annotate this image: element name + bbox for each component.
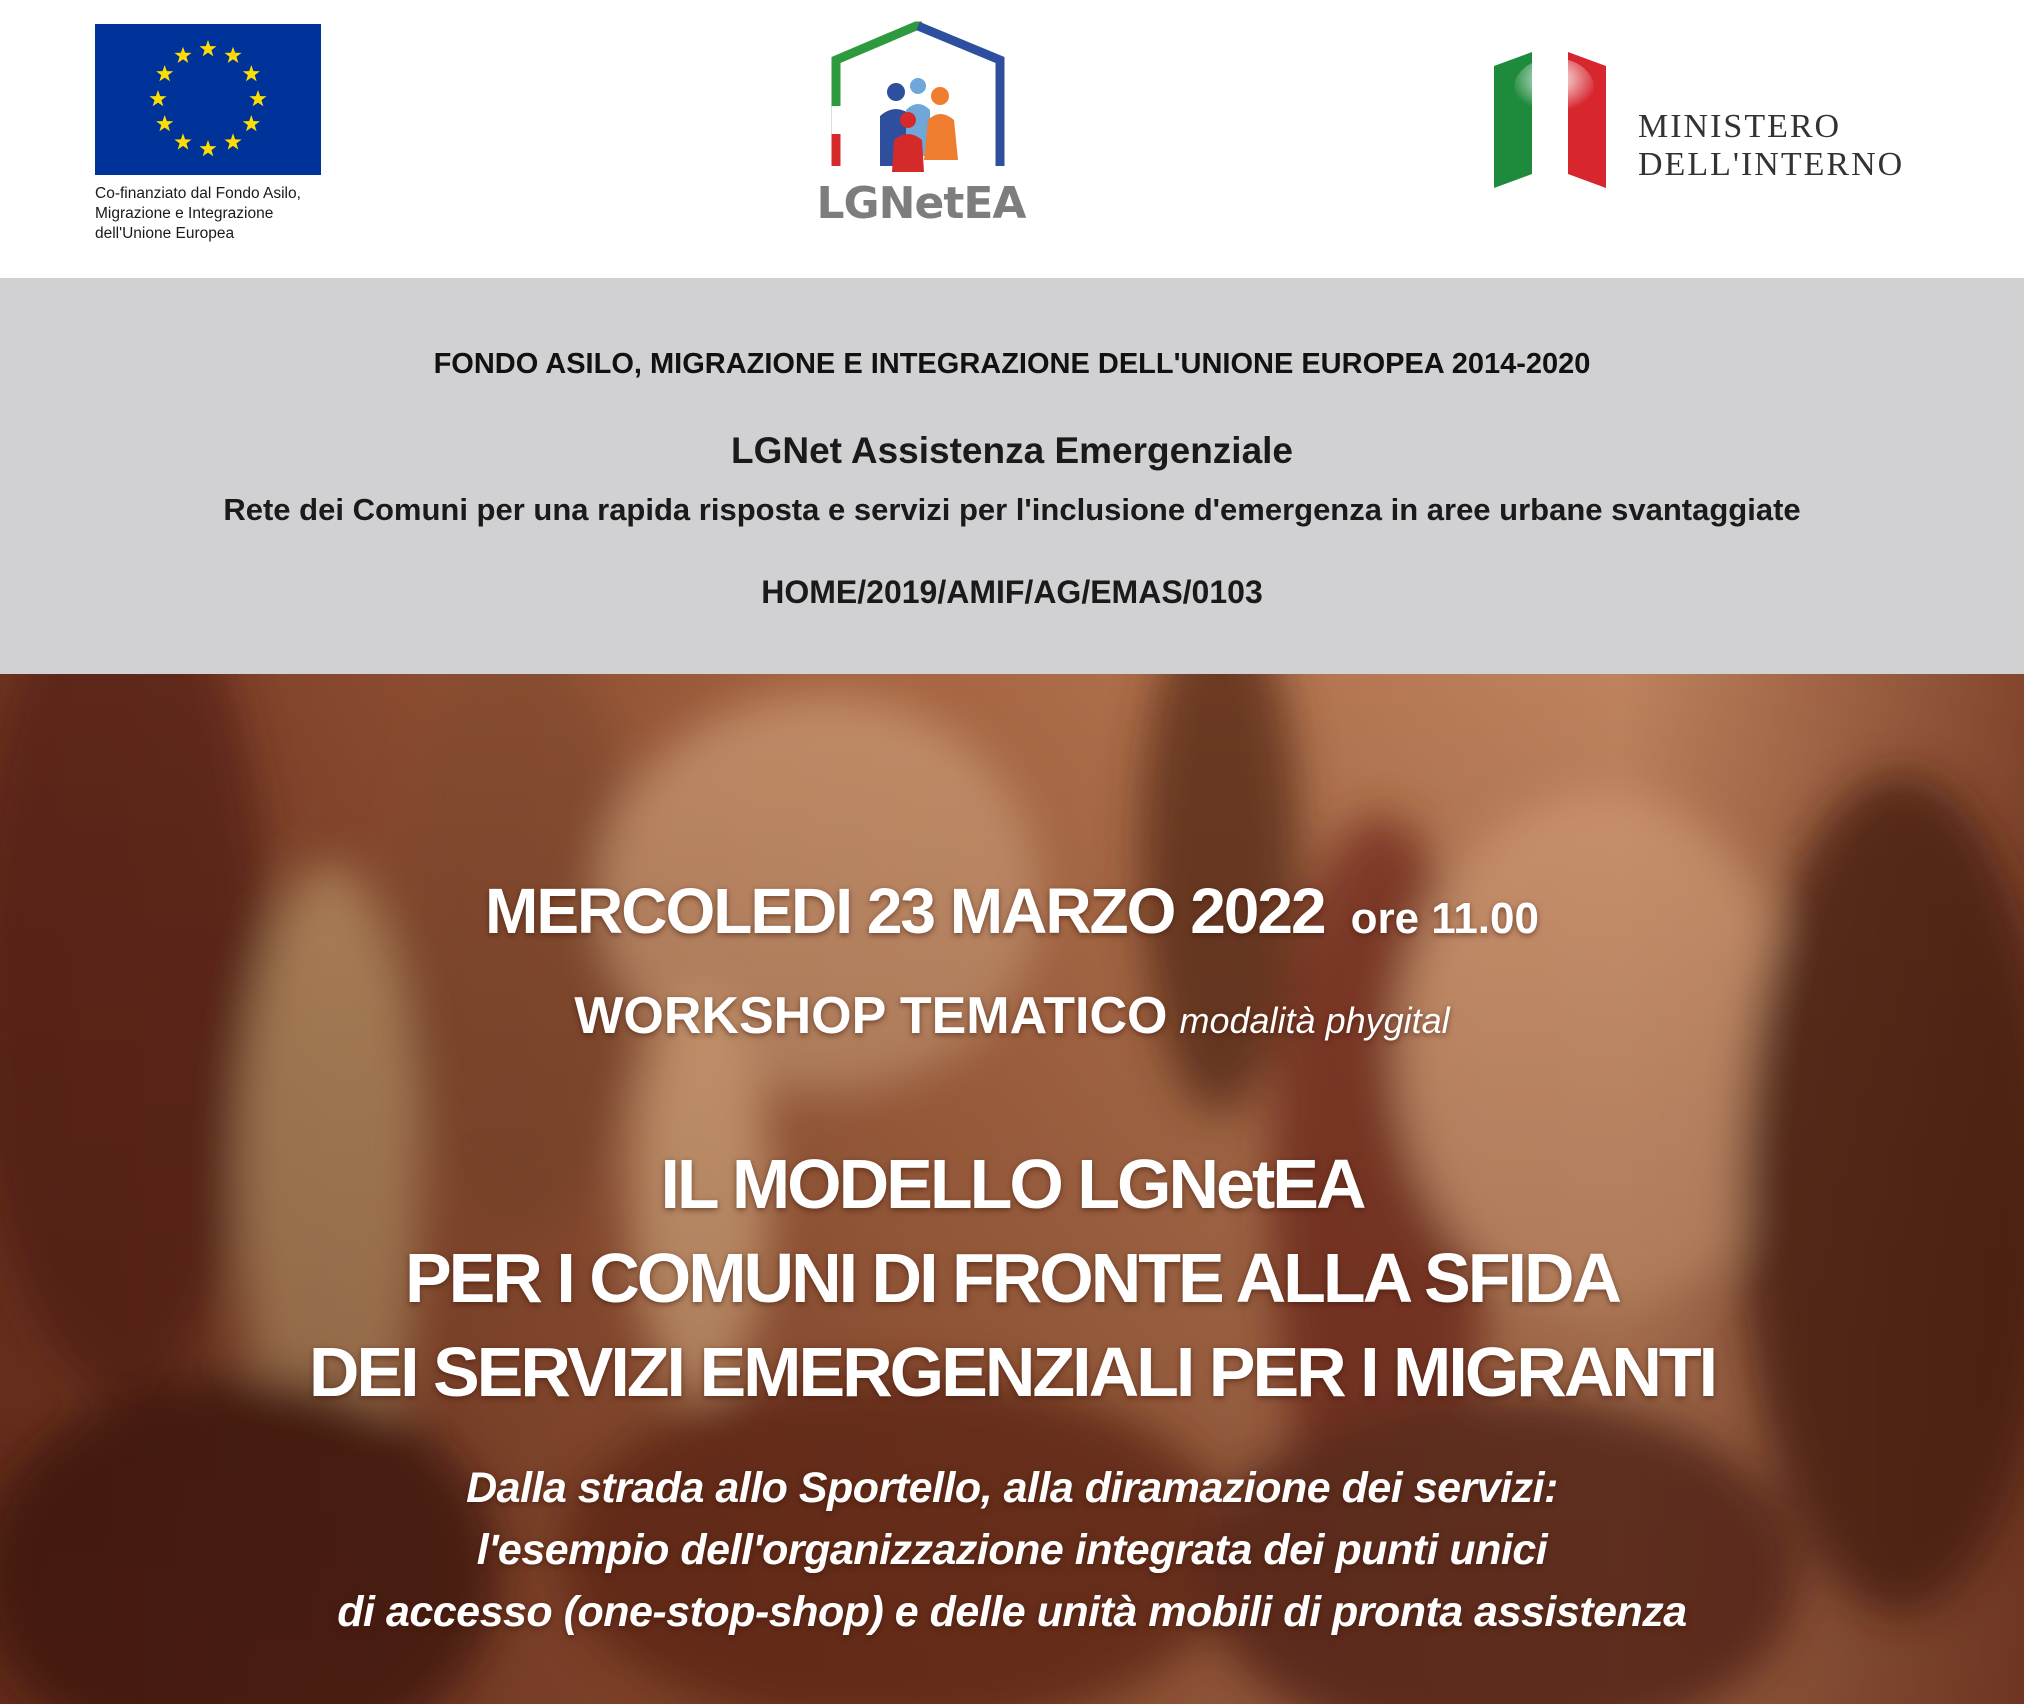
fund-title: FONDO ASILO, MIGRAZIONE E INTEGRAZIONE DELL'UNIONE EUROPEA 2014-2020 (433, 348, 1591, 380)
eu-star-icon (224, 133, 241, 149)
eu-star-icon (199, 140, 216, 156)
ministry-name (1638, 108, 1904, 184)
event-photo-background (0, 674, 2024, 1704)
event-mode: modalità phygital (1179, 1000, 1450, 1041)
event-time: ore 11.00 (1350, 894, 1539, 943)
eu-cofinancing-caption (95, 184, 355, 244)
event-title-line: PER I COMUNI DI FRONTE ALLA SFIDA (404, 1239, 1620, 1317)
logo-band (0, 0, 2024, 278)
event-title-line: IL MODELLO LGNetEA (660, 1145, 1364, 1223)
event-subtitle-line: l'esempio dell'organizzazione integrata dei punti unici (476, 1526, 1548, 1574)
eu-star-icon (156, 115, 173, 131)
project-code: HOME/2019/AMIF/AG/EMAS/0103 (761, 574, 1263, 610)
eu-caption-line: dell'Unione Europea (95, 225, 235, 242)
project-header-band (0, 278, 2024, 674)
event-date-line (0, 874, 2024, 948)
project-name: LGNet Assistenza Emergenziale (730, 430, 1294, 471)
event-title-line: DEI SERVIZI EMERGENZIALI PER I MIGRANTI (308, 1333, 1716, 1411)
eu-star-icon (156, 65, 173, 81)
eu-caption-line: Migrazione e Integrazione (95, 205, 274, 222)
eu-star-icon (243, 65, 260, 81)
eu-star-icon (249, 90, 266, 106)
eu-star-icon (149, 90, 166, 106)
event-subtitle-line: Dalla strada allo Sportello, alla diramazione dei servizi: (466, 1464, 1558, 1512)
eu-flag-icon (95, 24, 321, 175)
eu-caption-line: Co-finanziato dal Fondo Asilo, (95, 185, 301, 202)
event-type-line (0, 986, 2024, 1046)
italian-flag-emblem-icon (1494, 52, 1606, 188)
ministry-line: DELL'INTERNO (1638, 146, 1905, 183)
eu-star-icon (174, 47, 191, 63)
ministry-line: MINISTERO (1638, 108, 1842, 145)
event-subtitle-line: di accesso (one-stop-shop) e delle unità mobili di pronta assistenza (337, 1588, 1687, 1636)
eu-star-icon (224, 47, 241, 63)
event-date: MERCOLEDI 23 MARZO 2022 (485, 875, 1325, 947)
eu-star-icon (199, 40, 216, 56)
eu-star-icon (174, 133, 191, 149)
lgnetea-logo-text: LGNetEA (816, 178, 1026, 229)
event-type: WORKSHOP TEMATICO (574, 987, 1168, 1045)
eu-star-icon (243, 115, 260, 131)
project-description: Rete dei Comuni per una rapida risposta e servizi per l'inclusione d'emergenza in aree urbane svantaggiate (223, 492, 1801, 527)
